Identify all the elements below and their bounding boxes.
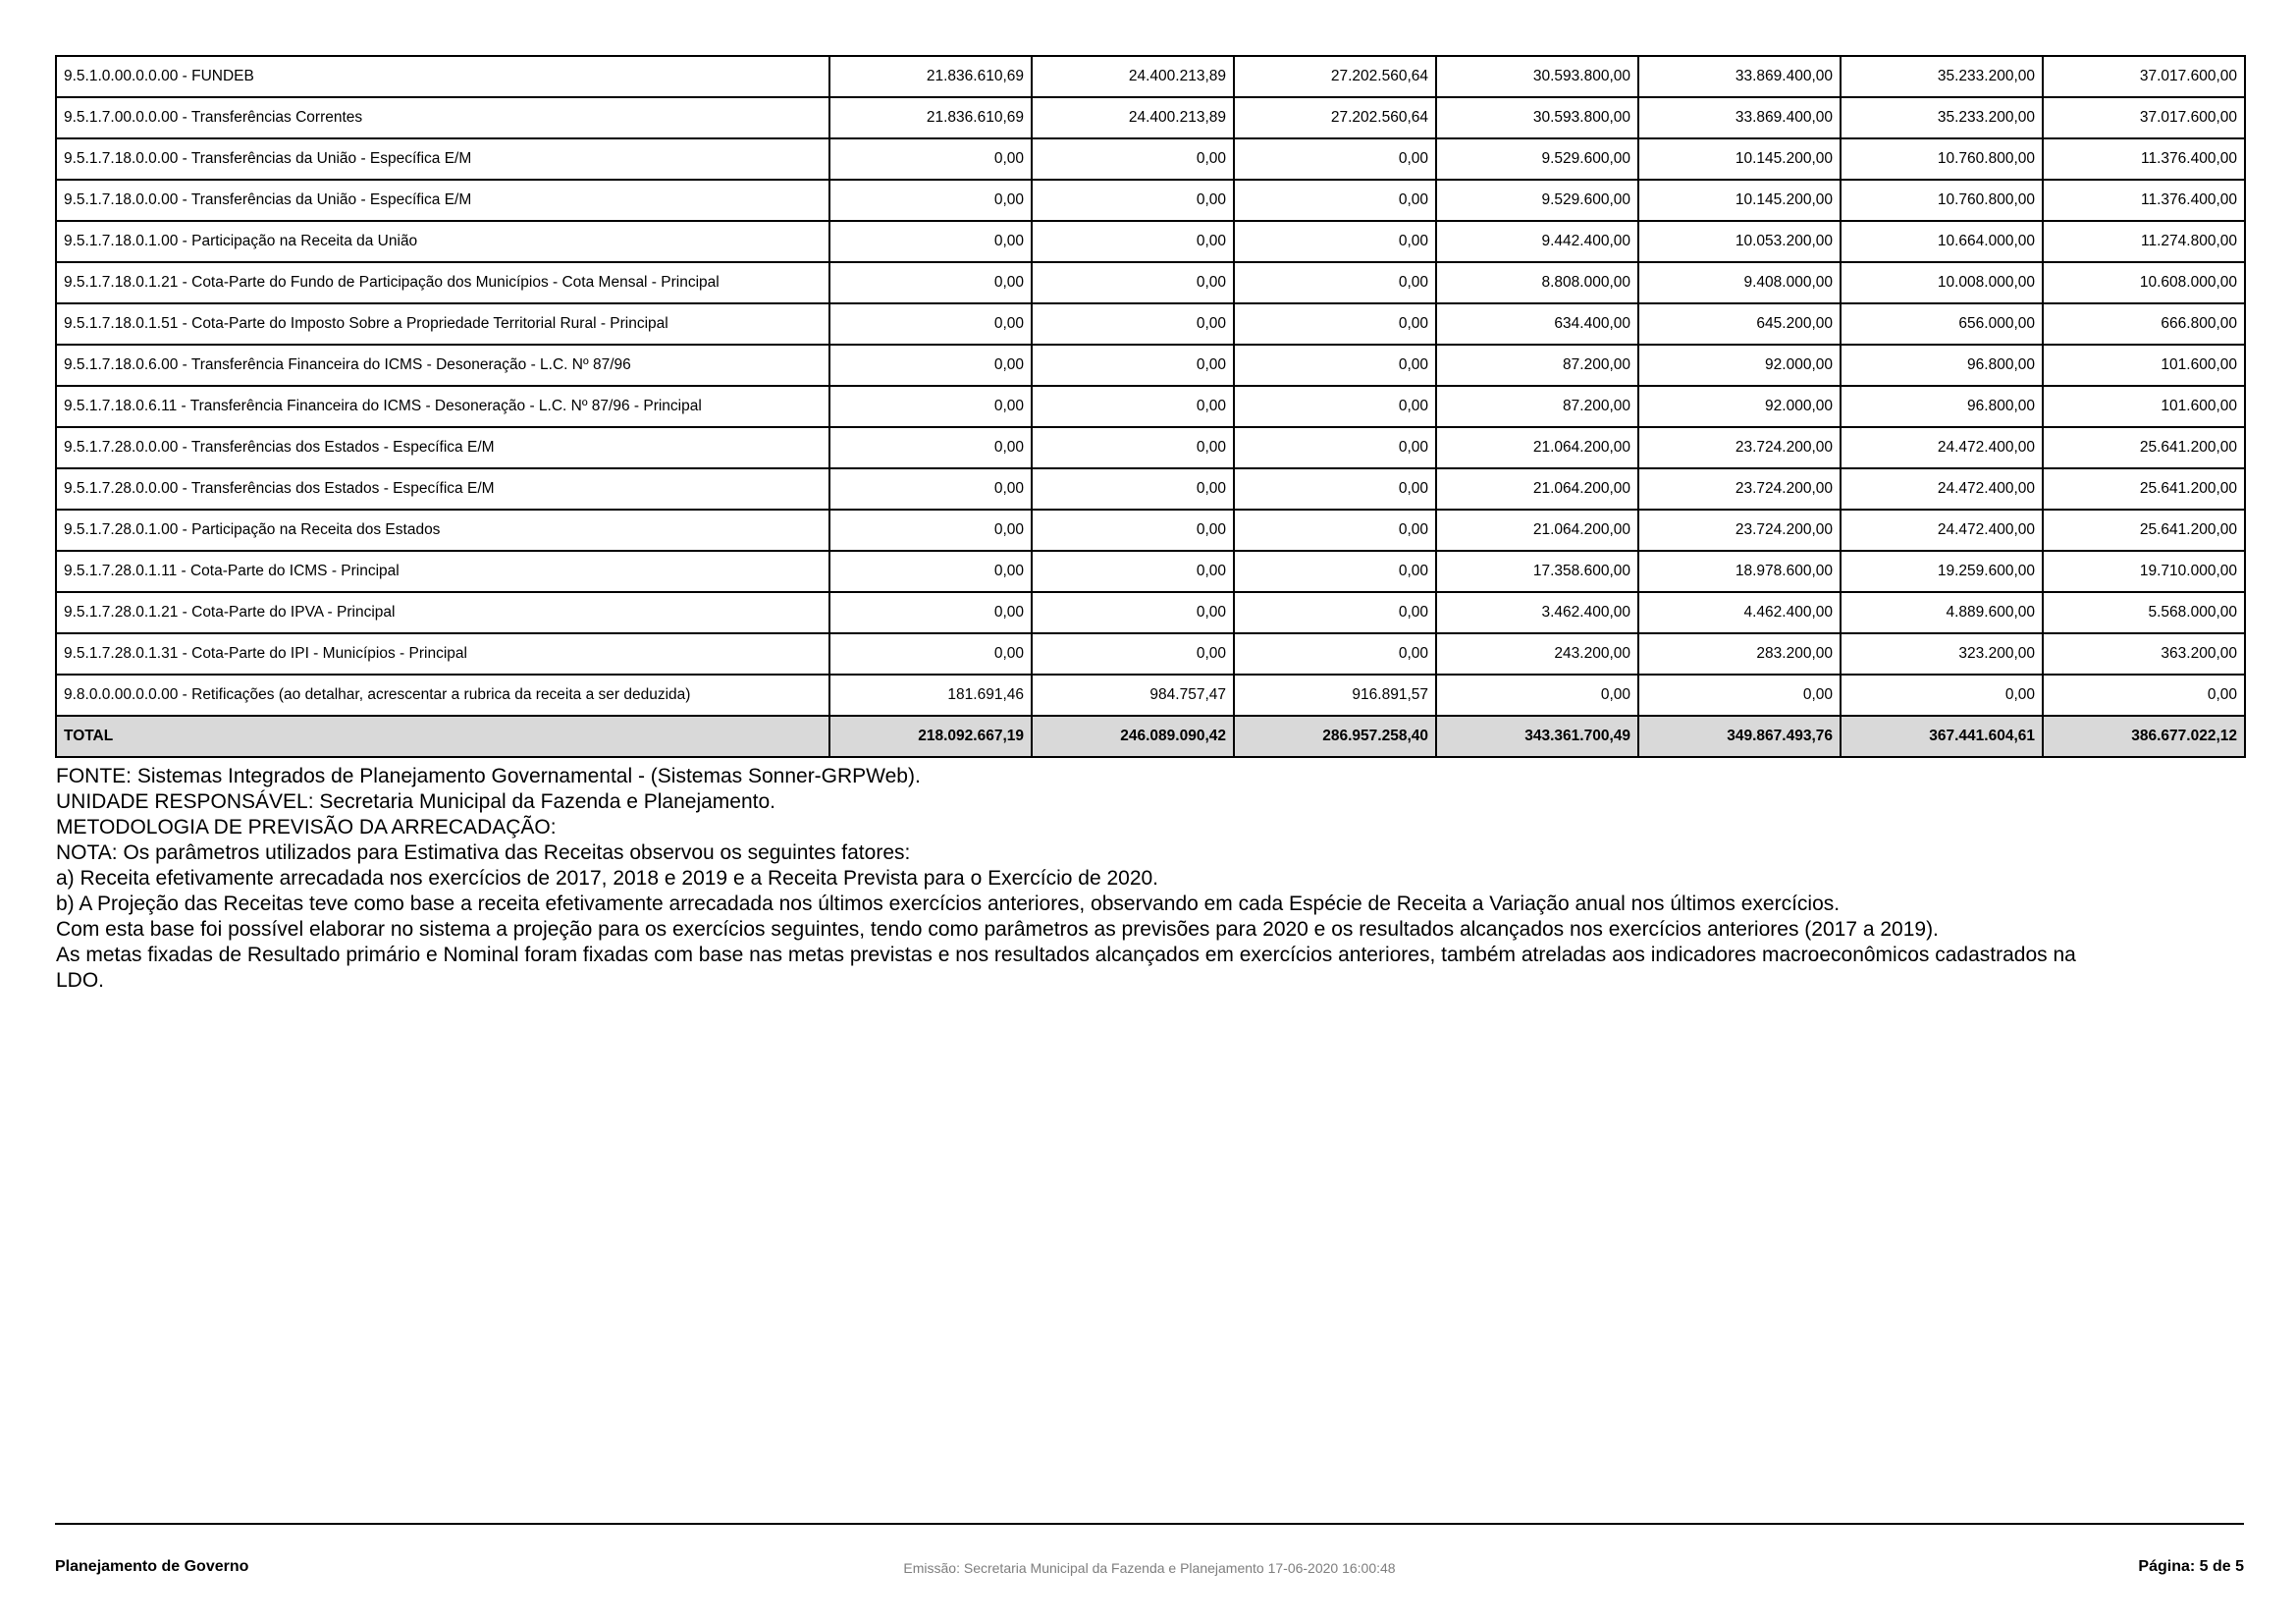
row-value: 35.233.200,00: [1841, 97, 2043, 138]
row-value: 24.472.400,00: [1841, 468, 2043, 510]
row-label: 9.5.1.0.00.0.0.00 - FUNDEB: [56, 56, 829, 97]
note-line: As metas fixadas de Resultado primário e Nominal foram fixadas com base nas metas previstas e nos resultados alcançados em exercícios anteriores, também atreladas aos indicadores macroeconômicos cadastrados na: [56, 944, 2076, 966]
row-value: 634.400,00: [1436, 303, 1638, 345]
row-value: 10.664.000,00: [1841, 221, 2043, 262]
row-value: 17.358.600,00: [1436, 551, 1638, 592]
row-value: 27.202.560,64: [1234, 56, 1436, 97]
row-value: 0,00: [1234, 138, 1436, 180]
row-value: 25.641.200,00: [2043, 427, 2245, 468]
table-row: [56, 303, 2245, 345]
table-row: [56, 97, 2245, 138]
row-value: 367.441.604,61: [1841, 716, 2043, 757]
row-value: 10.008.000,00: [1841, 262, 2043, 303]
row-value: 916.891,57: [1234, 675, 1436, 716]
row-value: 87.200,00: [1436, 386, 1638, 427]
row-value: 8.808.000,00: [1436, 262, 1638, 303]
row-value: 0,00: [829, 468, 1032, 510]
table-row: [56, 262, 2245, 303]
row-label: TOTAL: [56, 716, 829, 757]
row-label: 9.5.1.7.18.0.0.00 - Transferências da União - Específica E/M: [56, 138, 829, 180]
table-row: [56, 510, 2245, 551]
row-value: 0,00: [1436, 675, 1638, 716]
row-label: 9.5.1.7.00.0.0.00 - Transferências Correntes: [56, 97, 829, 138]
row-value: 3.462.400,00: [1436, 592, 1638, 633]
row-value: 23.724.200,00: [1638, 468, 1841, 510]
note-line: Com esta base foi possível elaborar no sistema a projeção para os exercícios seguintes, tendo como parâmetros as previsões para 2020 e os resultados alcançados nos exercícios anteriores (2017 a 2019).: [56, 918, 1939, 941]
footer-divider: [55, 1523, 2244, 1525]
row-value: 24.472.400,00: [1841, 510, 2043, 551]
table-row: [56, 675, 2245, 716]
note-line: LDO.: [56, 969, 105, 992]
table-row: [56, 592, 2245, 633]
table-row: [56, 56, 2245, 97]
row-value: 0,00: [1032, 345, 1234, 386]
row-value: 0,00: [1234, 592, 1436, 633]
note-line: FONTE: Sistemas Integrados de Planejamento Governamental - (Sistemas Sonner-GRPWeb).: [56, 765, 921, 787]
row-label: 9.5.1.7.28.0.0.00 - Transferências dos Estados - Específica E/M: [56, 468, 829, 510]
row-value: 19.710.000,00: [2043, 551, 2245, 592]
table-row: [56, 138, 2245, 180]
row-value: 24.400.213,89: [1032, 56, 1234, 97]
row-value: 286.957.258,40: [1234, 716, 1436, 757]
revenue-projection-table: [55, 55, 2246, 758]
row-value: 246.089.090,42: [1032, 716, 1234, 757]
row-value: 30.593.800,00: [1436, 56, 1638, 97]
row-value: 0,00: [1234, 345, 1436, 386]
row-value: 96.800,00: [1841, 345, 2043, 386]
row-value: 21.064.200,00: [1436, 427, 1638, 468]
row-value: 0,00: [1032, 221, 1234, 262]
row-value: 4.889.600,00: [1841, 592, 2043, 633]
row-value: 21.836.610,69: [829, 56, 1032, 97]
row-value: 0,00: [1032, 386, 1234, 427]
row-label: 9.5.1.7.18.0.1.00 - Participação na Receita da União: [56, 221, 829, 262]
row-value: 96.800,00: [1841, 386, 2043, 427]
row-value: 37.017.600,00: [2043, 97, 2245, 138]
row-value: 23.724.200,00: [1638, 510, 1841, 551]
row-value: 0,00: [829, 221, 1032, 262]
table-row: [56, 180, 2245, 221]
row-value: 0,00: [1638, 675, 1841, 716]
row-value: 0,00: [829, 345, 1032, 386]
row-value: 0,00: [1032, 551, 1234, 592]
row-value: 5.568.000,00: [2043, 592, 2245, 633]
row-value: 0,00: [1234, 551, 1436, 592]
row-value: 9.408.000,00: [1638, 262, 1841, 303]
row-value: 0,00: [829, 592, 1032, 633]
note-line: UNIDADE RESPONSÁVEL: Secretaria Municipal da Fazenda e Planejamento.: [56, 790, 776, 813]
table-row: [56, 427, 2245, 468]
row-value: 343.361.700,49: [1436, 716, 1638, 757]
row-value: 101.600,00: [2043, 386, 2245, 427]
row-label: 9.5.1.7.18.0.1.51 - Cota-Parte do Imposto Sobre a Propriedade Territorial Rural - Principal: [56, 303, 829, 345]
row-value: 10.608.000,00: [2043, 262, 2245, 303]
row-value: 0,00: [1234, 303, 1436, 345]
note-line: METODOLOGIA DE PREVISÃO DA ARRECADAÇÃO:: [56, 816, 557, 839]
note-line: NOTA: Os parâmetros utilizados para Estimativa das Receitas observou os seguintes fatores:: [56, 841, 911, 864]
row-value: 0,00: [1234, 633, 1436, 675]
row-value: 101.600,00: [2043, 345, 2245, 386]
row-value: 984.757,47: [1032, 675, 1234, 716]
row-value: 10.145.200,00: [1638, 180, 1841, 221]
row-value: 0,00: [1032, 180, 1234, 221]
row-value: 0,00: [829, 303, 1032, 345]
row-value: 0,00: [2043, 675, 2245, 716]
row-label: 9.5.1.7.18.0.6.11 - Transferência Financeira do ICMS - Desoneração - L.C. Nº 87/96 - Principal: [56, 386, 829, 427]
row-value: 10.053.200,00: [1638, 221, 1841, 262]
row-value: 0,00: [829, 262, 1032, 303]
row-value: 92.000,00: [1638, 386, 1841, 427]
row-label: 9.5.1.7.18.0.0.00 - Transferências da União - Específica E/M: [56, 180, 829, 221]
row-value: 363.200,00: [2043, 633, 2245, 675]
row-value: 0,00: [1032, 138, 1234, 180]
row-value: 9.442.400,00: [1436, 221, 1638, 262]
row-value: 0,00: [1234, 386, 1436, 427]
row-value: 24.472.400,00: [1841, 427, 2043, 468]
row-label: 9.8.0.0.00.0.0.00 - Retificações (ao detalhar, acrescentar a rubrica da receita a ser deduzida): [56, 675, 829, 716]
row-label: 9.5.1.7.18.0.1.21 - Cota-Parte do Fundo de Participação dos Municípios - Cota Mensal - Principal: [56, 262, 829, 303]
page-footer: [55, 1556, 2244, 1586]
row-value: 218.092.667,19: [829, 716, 1032, 757]
footer-emission-info: Emissão: Secretaria Municipal da Fazenda e Planejamento 17-06-2020 16:00:48: [903, 1560, 1396, 1576]
row-value: 0,00: [829, 510, 1032, 551]
row-value: 0,00: [1032, 468, 1234, 510]
row-value: 0,00: [1032, 427, 1234, 468]
row-value: 0,00: [1234, 510, 1436, 551]
table-row: [56, 345, 2245, 386]
row-value: 0,00: [1234, 468, 1436, 510]
note-line: a) Receita efetivamente arrecadada nos exercícios de 2017, 2018 e 2019 e a Receita Prevista para o Exercício de 2020.: [56, 867, 1159, 890]
row-value: 0,00: [1841, 675, 2043, 716]
table-row: [56, 386, 2245, 427]
row-value: 181.691,46: [829, 675, 1032, 716]
row-value: 9.529.600,00: [1436, 180, 1638, 221]
note-line: b) A Projeção das Receitas teve como base a receita efetivamente arrecadada nos últimos exercícios anteriores, observando em cada Espécie de Receita a Variação anual nos últimos exercícios.: [56, 893, 1841, 915]
row-value: 9.529.600,00: [1436, 138, 1638, 180]
row-value: 23.724.200,00: [1638, 427, 1841, 468]
row-value: 0,00: [829, 138, 1032, 180]
row-value: 92.000,00: [1638, 345, 1841, 386]
row-value: 0,00: [1234, 262, 1436, 303]
row-value: 0,00: [1032, 510, 1234, 551]
row-value: 283.200,00: [1638, 633, 1841, 675]
row-value: 10.760.800,00: [1841, 138, 2043, 180]
row-value: 37.017.600,00: [2043, 56, 2245, 97]
row-value: 386.677.022,12: [2043, 716, 2245, 757]
row-value: 24.400.213,89: [1032, 97, 1234, 138]
row-value: 0,00: [829, 551, 1032, 592]
row-value: 0,00: [1032, 303, 1234, 345]
row-label: 9.5.1.7.18.0.6.00 - Transferência Financeira do ICMS - Desoneração - L.C. Nº 87/96: [56, 345, 829, 386]
footer-report-title: Planejamento de Governo: [55, 1558, 249, 1575]
report-notes: [56, 764, 2255, 994]
row-value: 21.836.610,69: [829, 97, 1032, 138]
row-value: 21.064.200,00: [1436, 468, 1638, 510]
table-row: [56, 468, 2245, 510]
row-value: 4.462.400,00: [1638, 592, 1841, 633]
row-value: 25.641.200,00: [2043, 510, 2245, 551]
footer-page-number: Página: 5 de 5: [2138, 1558, 2244, 1575]
row-value: 87.200,00: [1436, 345, 1638, 386]
row-label: 9.5.1.7.28.0.0.00 - Transferências dos Estados - Específica E/M: [56, 427, 829, 468]
row-value: 0,00: [1032, 633, 1234, 675]
row-value: 30.593.800,00: [1436, 97, 1638, 138]
row-value: 0,00: [1032, 262, 1234, 303]
row-value: 0,00: [829, 633, 1032, 675]
row-value: 349.867.493,76: [1638, 716, 1841, 757]
row-value: 0,00: [829, 386, 1032, 427]
row-value: 0,00: [1234, 427, 1436, 468]
row-value: 27.202.560,64: [1234, 97, 1436, 138]
row-value: 11.376.400,00: [2043, 180, 2245, 221]
row-value: 11.376.400,00: [2043, 138, 2245, 180]
row-value: 11.274.800,00: [2043, 221, 2245, 262]
row-value: 21.064.200,00: [1436, 510, 1638, 551]
row-value: 10.760.800,00: [1841, 180, 2043, 221]
row-value: 0,00: [829, 180, 1032, 221]
row-value: 19.259.600,00: [1841, 551, 2043, 592]
row-value: 33.869.400,00: [1638, 56, 1841, 97]
row-value: 0,00: [1032, 592, 1234, 633]
table-row: [56, 633, 2245, 675]
row-label: 9.5.1.7.28.0.1.00 - Participação na Receita dos Estados: [56, 510, 829, 551]
table-row: [56, 221, 2245, 262]
row-value: 10.145.200,00: [1638, 138, 1841, 180]
row-value: 645.200,00: [1638, 303, 1841, 345]
row-value: 243.200,00: [1436, 633, 1638, 675]
table-row: [56, 551, 2245, 592]
row-value: 0,00: [829, 427, 1032, 468]
row-value: 0,00: [1234, 221, 1436, 262]
row-value: 18.978.600,00: [1638, 551, 1841, 592]
row-value: 25.641.200,00: [2043, 468, 2245, 510]
revenue-table-body: [56, 56, 2245, 757]
row-label: 9.5.1.7.28.0.1.31 - Cota-Parte do IPI - Municípios - Principal: [56, 633, 829, 675]
row-value: 323.200,00: [1841, 633, 2043, 675]
row-label: 9.5.1.7.28.0.1.11 - Cota-Parte do ICMS - Principal: [56, 551, 829, 592]
row-value: 656.000,00: [1841, 303, 2043, 345]
row-value: 35.233.200,00: [1841, 56, 2043, 97]
row-value: 33.869.400,00: [1638, 97, 1841, 138]
total-row: [56, 716, 2245, 757]
row-value: 0,00: [1234, 180, 1436, 221]
row-value: 666.800,00: [2043, 303, 2245, 345]
row-label: 9.5.1.7.28.0.1.21 - Cota-Parte do IPVA - Principal: [56, 592, 829, 633]
